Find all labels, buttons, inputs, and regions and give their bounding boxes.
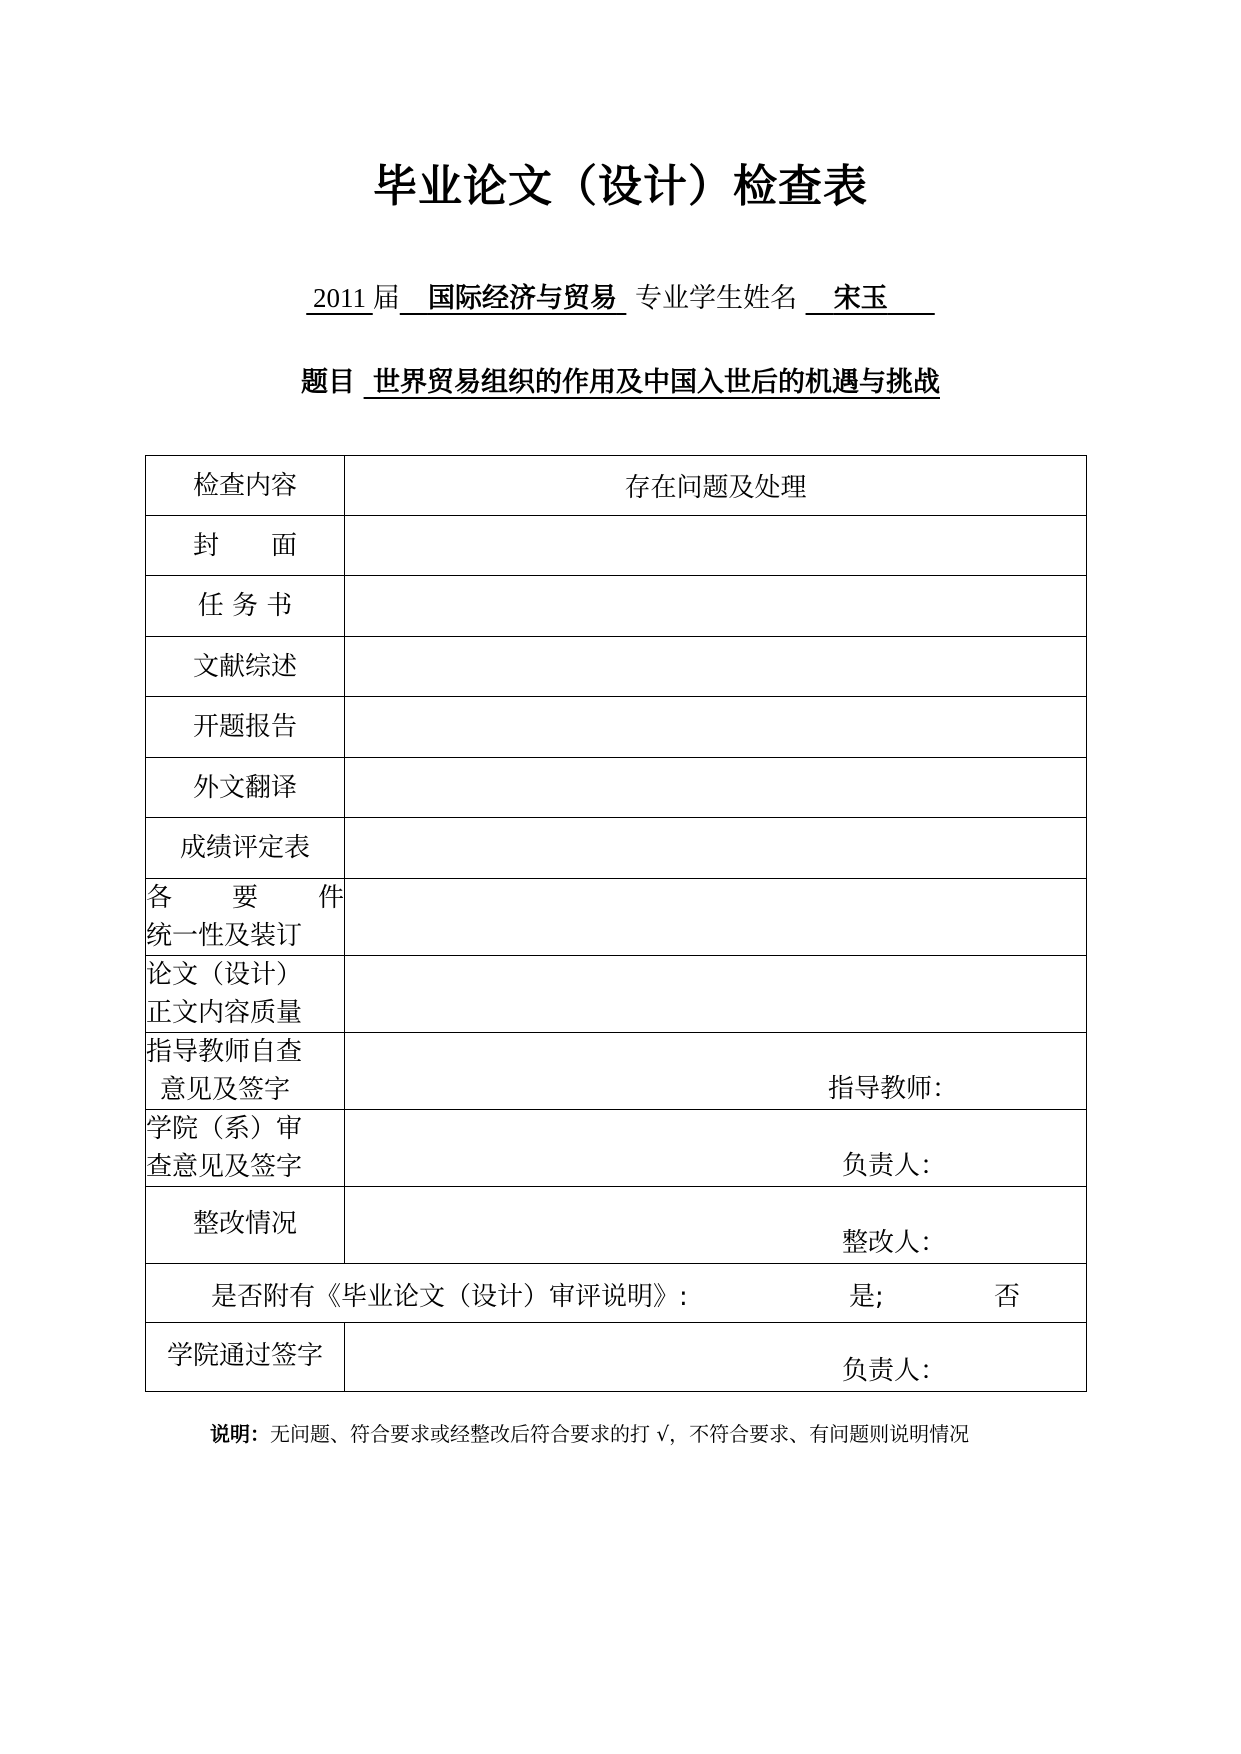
table-row <box>146 1187 1087 1264</box>
final-signature-label: 负责人： <box>841 1356 946 1386</box>
table-header-row <box>146 456 1087 516</box>
topic-label: 题目 <box>301 367 355 398</box>
student-name-field: 宋玉 <box>833 283 888 314</box>
row-cell-grade-form[interactable] <box>345 818 1087 879</box>
row-label-task: 任 务 书 <box>146 576 345 637</box>
attachment-question: 是否附有《毕业论文（设计）审评说明》: <box>211 1282 688 1312</box>
attachment-yes[interactable]: 是; <box>849 1282 884 1312</box>
major-suffix: 专业学生姓名 <box>634 283 797 314</box>
year-field: 2011 <box>313 283 366 313</box>
table-row <box>146 1033 1087 1110</box>
table-row <box>146 818 1087 879</box>
row-cell-translation[interactable] <box>345 758 1087 818</box>
row-cell-final[interactable] <box>345 1323 1087 1392</box>
row-cell-task[interactable] <box>345 576 1087 637</box>
table-row <box>146 516 1087 576</box>
row-cell-revision[interactable] <box>345 1187 1087 1264</box>
major-field: 国际经济与贸易 <box>427 283 617 314</box>
row-cell-cover[interactable] <box>345 516 1087 576</box>
row-label-proposal: 开题报告 <box>146 697 345 758</box>
table-row <box>146 956 1087 1033</box>
row-label-dept-review: 学院（系）审 查意见及签字 <box>146 1110 345 1187</box>
row-cell-literature[interactable] <box>345 637 1087 697</box>
student-info-line <box>0 276 1241 315</box>
col-header-item: 检查内容 <box>146 456 345 516</box>
topic-field: 世界贸易组织的作用及中国入世后的机遇与挑战 <box>373 367 940 398</box>
row-label-translation: 外文翻译 <box>146 758 345 818</box>
row-label-binding <box>146 879 345 956</box>
row-label-advisor: 指导教师自查 意见及签字 <box>146 1033 345 1110</box>
binding-label-line1: 各 要 件 <box>146 883 344 913</box>
table-row <box>146 697 1087 758</box>
row-cell-advisor[interactable] <box>345 1033 1087 1110</box>
advisor-signature-label: 指导教师： <box>827 1074 958 1104</box>
row-label-cover: 封 面 <box>146 516 345 576</box>
year-suffix: 届 <box>372 283 400 314</box>
table-row <box>146 1323 1087 1392</box>
footnote <box>210 1418 969 1447</box>
table-row <box>146 758 1087 818</box>
table-row <box>146 637 1087 697</box>
row-label-grade-form: 成绩评定表 <box>146 818 345 879</box>
footnote-text: 无问题、符合要求或经整改后符合要求的打 √，不符合要求、有问题则说明情况 <box>270 1422 970 1446</box>
topic-line <box>0 360 1241 399</box>
row-cell-binding[interactable] <box>345 879 1087 956</box>
attachment-row <box>146 1264 1087 1323</box>
table-row <box>146 879 1087 956</box>
dept-signature-label: 负责人： <box>841 1151 946 1181</box>
row-label-body-quality: 论文（设计） 正文内容质量 <box>146 956 345 1033</box>
row-label-revision: 整改情况 <box>146 1187 345 1264</box>
table-row <box>146 576 1087 637</box>
row-cell-proposal[interactable] <box>345 697 1087 758</box>
check-table <box>145 455 1087 1392</box>
col-header-issue: 存在问题及处理 <box>345 456 1087 516</box>
row-cell-body-quality[interactable] <box>345 956 1087 1033</box>
revision-signature-label: 整改人： <box>841 1228 946 1258</box>
row-cell-dept-review[interactable] <box>345 1110 1087 1187</box>
table-row <box>146 1110 1087 1187</box>
footnote-label: 说明： <box>210 1422 270 1446</box>
attachment-no[interactable]: 否 <box>994 1282 1021 1312</box>
row-label-final: 学院通过签字 <box>146 1323 345 1392</box>
binding-label-line2: 统一性及装订 <box>146 921 303 951</box>
page-title: 毕业论文（设计）检查表 <box>373 161 868 212</box>
table-row <box>146 1264 1087 1323</box>
row-label-literature: 文献综述 <box>146 637 345 697</box>
